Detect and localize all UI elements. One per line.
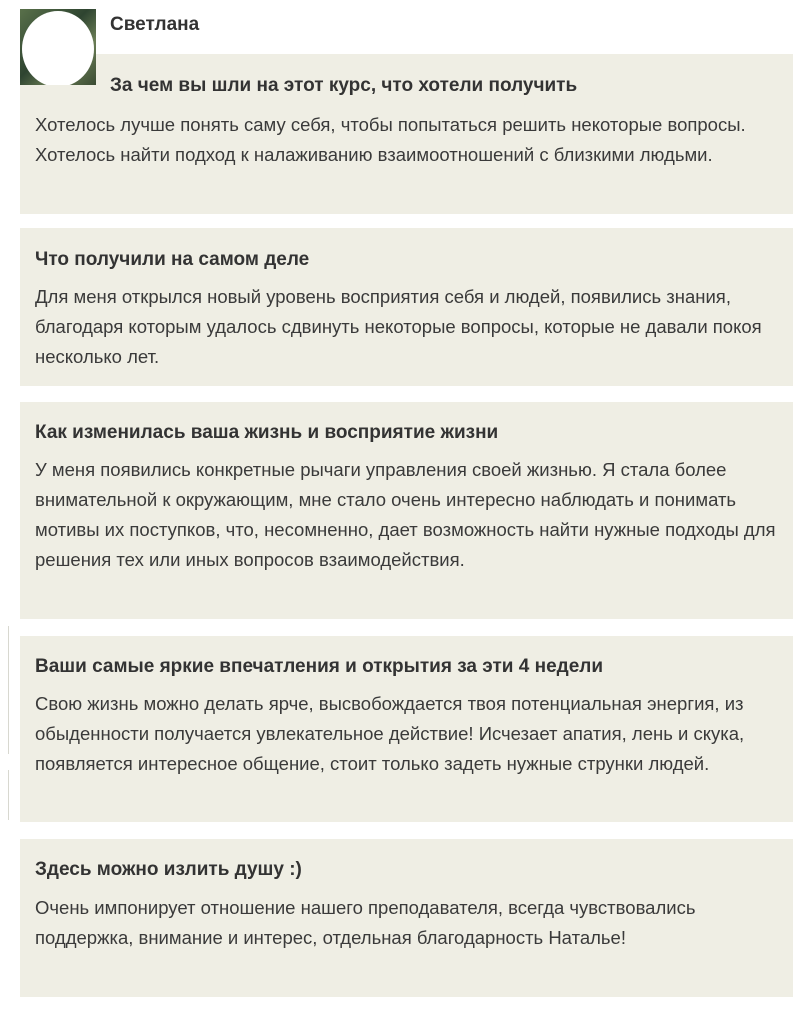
section-answer: Очень импонирует отношение нашего преподавателя, всегда чувствовались поддержка, внимание и интерес, отдельная благодарность Наталье! [35, 897, 696, 948]
section-question: За чем вы шли на этот курс, что хотели получить [110, 75, 578, 96]
left-border-line [8, 770, 9, 820]
section-question: Как изменилась ваша жизнь и восприятие жизни [35, 422, 499, 443]
section-question: Ваши самые яркие впечатления и открытия за эти 4 недели [35, 656, 604, 677]
review-section-card [20, 402, 793, 619]
avatar [20, 9, 96, 85]
review-section-card [20, 636, 793, 822]
section-question: Что получили на самом деле [35, 249, 310, 270]
section-question: Здесь можно излить душу :) [35, 859, 302, 880]
section-answer: Хотелось лучше понять саму себя, чтобы попытаться решить некоторые вопросы. Хотелось найти подход к налаживанию взаимоотношений с близкими людьми. [35, 114, 746, 165]
section-answer: У меня появились конкретные рычаги управления своей жизнью. Я стала более внимательной к окружающим, мне стало очень интересно наблюдать и понимать мотивы их поступков, что, несомненно, дает возможность найти нужные подходы для решения тех или иных вопросов взаимодействия. [35, 459, 776, 570]
section-answer: Свою жизнь можно делать ярче, высвобождается твоя потенциальная энергия, из обыденности получается увлекательное действие! Исчезает апатия, лень и скука, появляется интересное общение, стоит только задеть нужные струнки людей. [35, 693, 745, 774]
left-border-line [8, 626, 9, 754]
author-name: Светлана [110, 14, 200, 35]
review-section-card [20, 54, 793, 214]
review-section-card [20, 228, 793, 386]
review-section-card [20, 839, 793, 997]
section-answer: Для меня открылся новый уровень восприятия себя и людей, появились знания, благодаря которым удалось сдвинуть некоторые вопросы, которые не давали покоя несколько лет. [35, 286, 762, 367]
